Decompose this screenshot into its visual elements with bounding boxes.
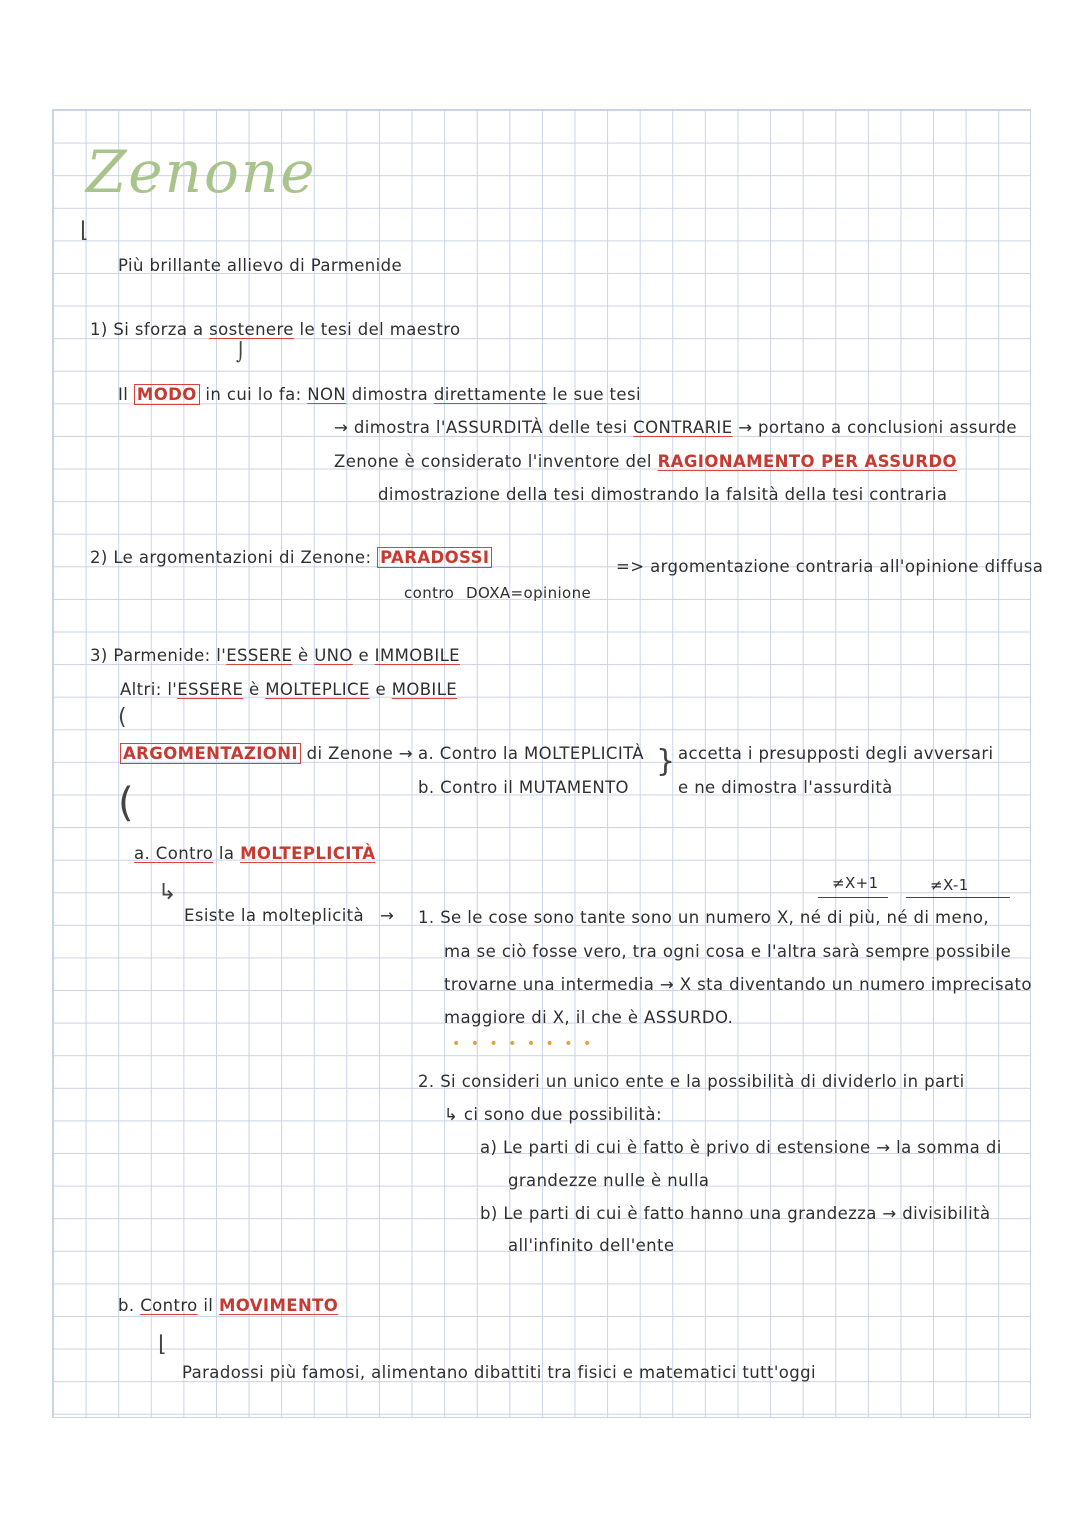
- bracket-icon: ⌊: [80, 218, 89, 243]
- sa-note-2: ≠X-1: [930, 876, 969, 894]
- curve-arrow-icon: ⌡: [236, 342, 246, 363]
- brace-icon: }: [656, 744, 676, 779]
- sa-p2-l1: 2. Si consideri un unico ente e la possibilità di dividerlo in parti: [418, 1072, 965, 1091]
- sa-p2-b2: all'infinito dell'ente: [508, 1236, 675, 1255]
- sa-p2-b1: b) Le parti di cui è fatto hanno una grandezza → divisibilità: [480, 1204, 991, 1223]
- sa-p2-a2: grandezze nulle è nulla: [508, 1171, 710, 1190]
- bracket-icon: ⌊: [158, 1332, 167, 1357]
- sa-p2-a1: a) Le parti di cui è fatto è privo di estensione → la somma di: [480, 1138, 1002, 1157]
- s1-line3: Zenone è considerato l'inventore del RAGIONAMENTO PER ASSURDO: [334, 452, 957, 471]
- sa-esiste: Esiste la molteplicità: [184, 906, 365, 925]
- sa-p2-l2: ↳ ci sono due possibilità:: [444, 1105, 662, 1124]
- down-right-arrow-icon: ↳: [158, 880, 177, 905]
- s1-line2: → dimostra l'ASSURDITÀ delle tesi CONTRARIE → portano a conclusioni assurde: [334, 418, 1017, 437]
- sa-p1-l4: maggiore di X, il che è ASSURDO.: [444, 1008, 734, 1027]
- s3-parmenide: 3) Parmenide: l'ESSERE è UNO e IMMOBILE: [90, 646, 461, 665]
- page-title: Zenone: [86, 138, 317, 206]
- intro-text: Più brillante allievo di Parmenide: [118, 256, 403, 275]
- s2-right-note: => argomentazione contraria all'opinione diffusa: [616, 557, 1044, 576]
- sa-heading: a. Contro la MOLTEPLICITÀ: [134, 844, 376, 863]
- s2-doxa: DOXA=opinione: [466, 584, 592, 602]
- sa-p1-l2: ma se ciò fosse vero, tra ogni cosa e l'altra sarà sempre possibile: [444, 942, 1012, 961]
- s3-argomentazioni: ARGOMENTAZIONI di Zenone →: [120, 744, 413, 763]
- sa-arrow: →: [380, 906, 395, 925]
- s3-accetta-2: e ne dimostra l'assurdità: [678, 778, 893, 797]
- s3-accetta-1: accetta i presupposti degli avversari: [678, 744, 994, 763]
- sa-p1-l1: 1. Se le cose sono tante sono un numero X, né di più, né di meno,: [418, 908, 990, 927]
- s2-heading: 2) Le argomentazioni di Zenone: PARADOSSI: [90, 548, 492, 567]
- bracket-icon: (: [118, 705, 127, 730]
- sa-p1-l3: trovarne una intermedia → X sta diventando un numero imprecisato: [444, 975, 1032, 994]
- s3-item-a: a. Contro la MOLTEPLICITÀ: [418, 744, 644, 763]
- s3-altri: Altri: l'ESSERE è MOLTEPLICE e MOBILE: [120, 680, 458, 699]
- s2-contro: contro: [404, 584, 455, 602]
- sa-note-1: ≠X+1: [832, 874, 879, 892]
- bracket-icon: (: [118, 780, 134, 826]
- sb-text: Paradossi più famosi, alimentano dibattiti tra fisici e matematici tutt'oggi: [182, 1363, 816, 1382]
- dotted-divider: • • • • • • • •: [452, 1036, 595, 1052]
- note-bar-2: [906, 897, 1010, 898]
- sb-heading: b. Contro il MOVIMENTO: [118, 1296, 339, 1315]
- s3-item-b: b. Contro il MUTAMENTO: [418, 778, 629, 797]
- s1-line4: dimostrazione della tesi dimostrando la falsità della tesi contraria: [378, 485, 948, 504]
- s1-heading: 1) Si sforza a sostenere le tesi del maestro: [90, 320, 461, 339]
- s1-modo-line: Il MODO in cui lo fa: NON dimostra direttamente le sue tesi: [118, 385, 641, 404]
- note-bar-1: [818, 897, 888, 898]
